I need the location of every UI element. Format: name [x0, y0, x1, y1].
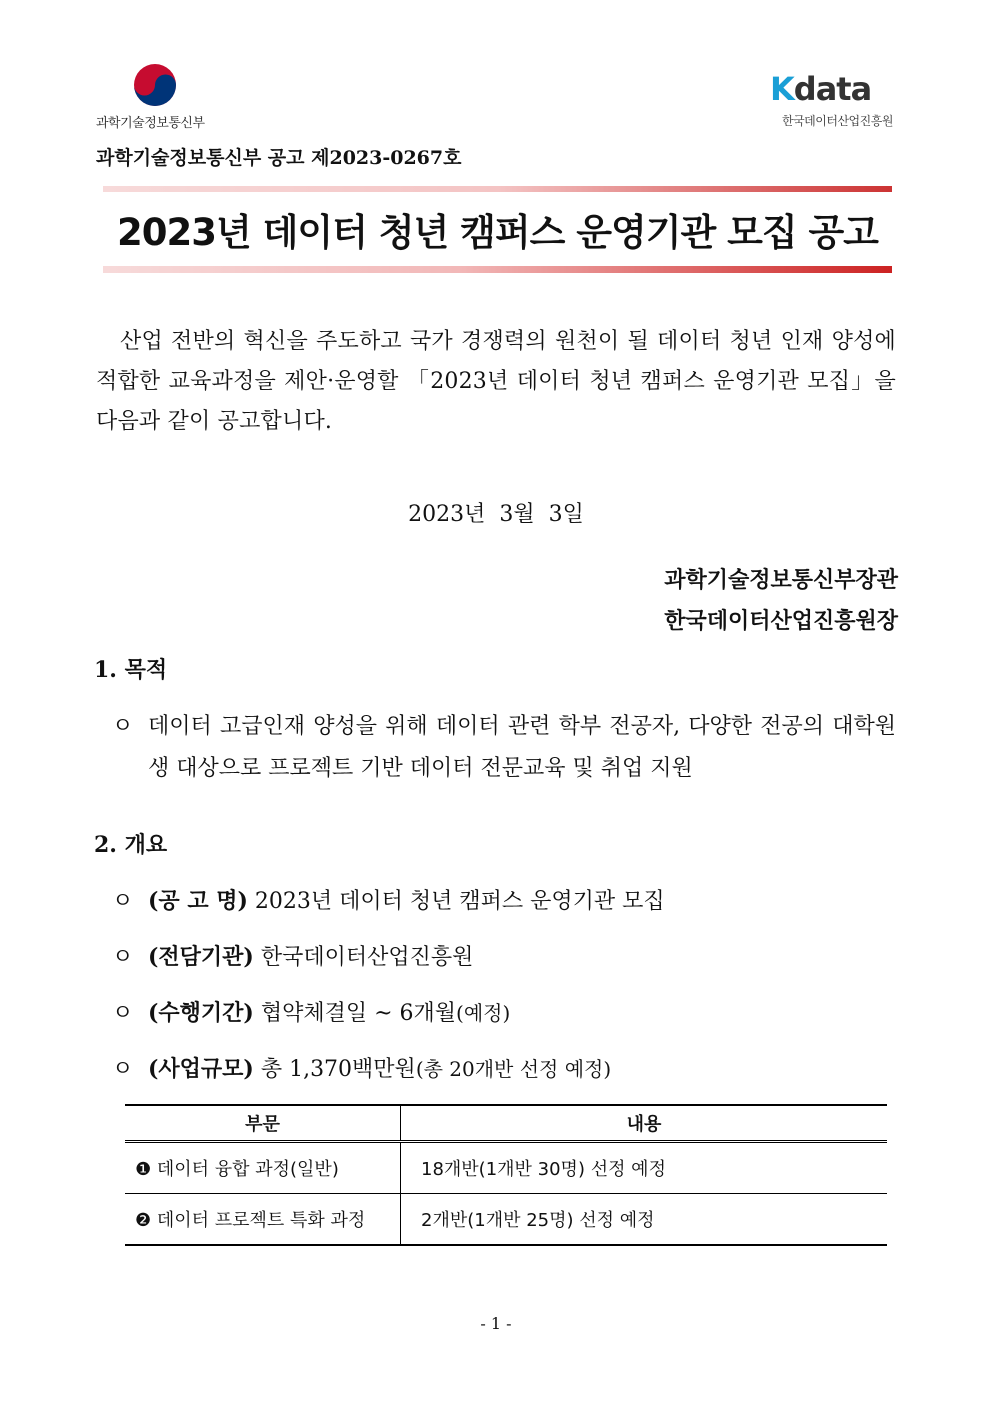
- table-row: [125, 1194, 887, 1246]
- signer-minister: 과학기술정보통신부장관: [664, 567, 898, 593]
- overview-value: 2023년 데이터 청년 캠퍼스 운영기관 모집: [254, 889, 665, 914]
- table-cell-content: 18개반(1개반 30명) 선정 예정: [401, 1142, 888, 1194]
- overview-label: (공 고 명): [148, 888, 248, 914]
- page-number: - 1 -: [480, 1314, 512, 1333]
- kdata-k: K: [770, 70, 794, 108]
- notice-date: 2023년 3월 3일: [408, 502, 584, 527]
- ministry-name: 과학기술정보통신부: [96, 116, 205, 131]
- taegeuk-emblem-icon: [132, 62, 178, 108]
- table-header-content: 내용: [401, 1105, 888, 1142]
- signer-agency-head: 한국데이터산업진흥원장: [664, 608, 898, 634]
- selection-table: [125, 1104, 887, 1246]
- purpose-item: [112, 706, 896, 790]
- overview-label: (전담기관): [148, 944, 254, 970]
- intro-paragraph: 산업 전반의 혁신을 주도하고 국가 경쟁력의 원천이 될 데이터 청년 인재 양성에 적합한 교육과정을 제안·운영할 「2023년 데이터 청년 캠퍼스 운영기관 모집」을 다음과 같이 공고합니다.: [96, 329, 896, 434]
- document-title: 2023년 데이터 청년 캠퍼스 운영기관 모집 공고: [117, 211, 878, 254]
- bullet-marker: ㅇ: [112, 945, 134, 970]
- purpose-text: 데이터 고급인재 양성을 위해 데이터 관련 학부 전공자, 다양한 전공의 대학원생 대상으로 프로젝트 기반 데이터 전문교육 및 취업 지원: [148, 714, 896, 781]
- section-heading-overview: 2. 개요: [94, 832, 168, 858]
- bullet-marker: ㅇ: [112, 1057, 134, 1082]
- bullet-marker: ㅇ: [112, 1001, 134, 1026]
- bullet-marker: ㅇ: [112, 714, 134, 739]
- kdata-word: data: [793, 70, 872, 108]
- kdata-org-name: 한국데이터산업진흥원: [782, 114, 893, 128]
- kdata-logo: [770, 70, 902, 136]
- overview-label: (수행기간): [148, 1000, 254, 1026]
- overview-value: 총 1,370백만원: [260, 1057, 416, 1082]
- kdata-wordmark: [770, 70, 871, 108]
- ministry-logo: [96, 62, 226, 134]
- table-header-category: 부문: [125, 1105, 401, 1142]
- table-cell-category: ❷ 데이터 프로젝트 특화 과정: [125, 1194, 401, 1246]
- overview-value: 한국데이터산업진흥원: [260, 945, 474, 970]
- section-heading-purpose: 1. 목적: [94, 657, 168, 683]
- bullet-marker: ㅇ: [112, 889, 134, 914]
- table-cell-category: ❶ 데이터 융합 과정(일반): [125, 1142, 401, 1194]
- table-cell-content: 2개반(1개반 25명) 선정 예정: [401, 1194, 888, 1246]
- title-rule-bottom: [103, 266, 892, 273]
- overview-note: (예정): [456, 1001, 511, 1025]
- overview-label: (사업규모): [148, 1056, 254, 1082]
- notice-number: 과학기술정보통신부 공고 제2023-0267호: [96, 147, 462, 169]
- table-header-row: [125, 1105, 887, 1142]
- title-rule-top: [103, 186, 892, 192]
- table-row: [125, 1142, 887, 1194]
- overview-value: 협약체결일 ~ 6개월: [260, 1001, 457, 1026]
- overview-note: (총 20개반 선정 예정): [415, 1057, 612, 1081]
